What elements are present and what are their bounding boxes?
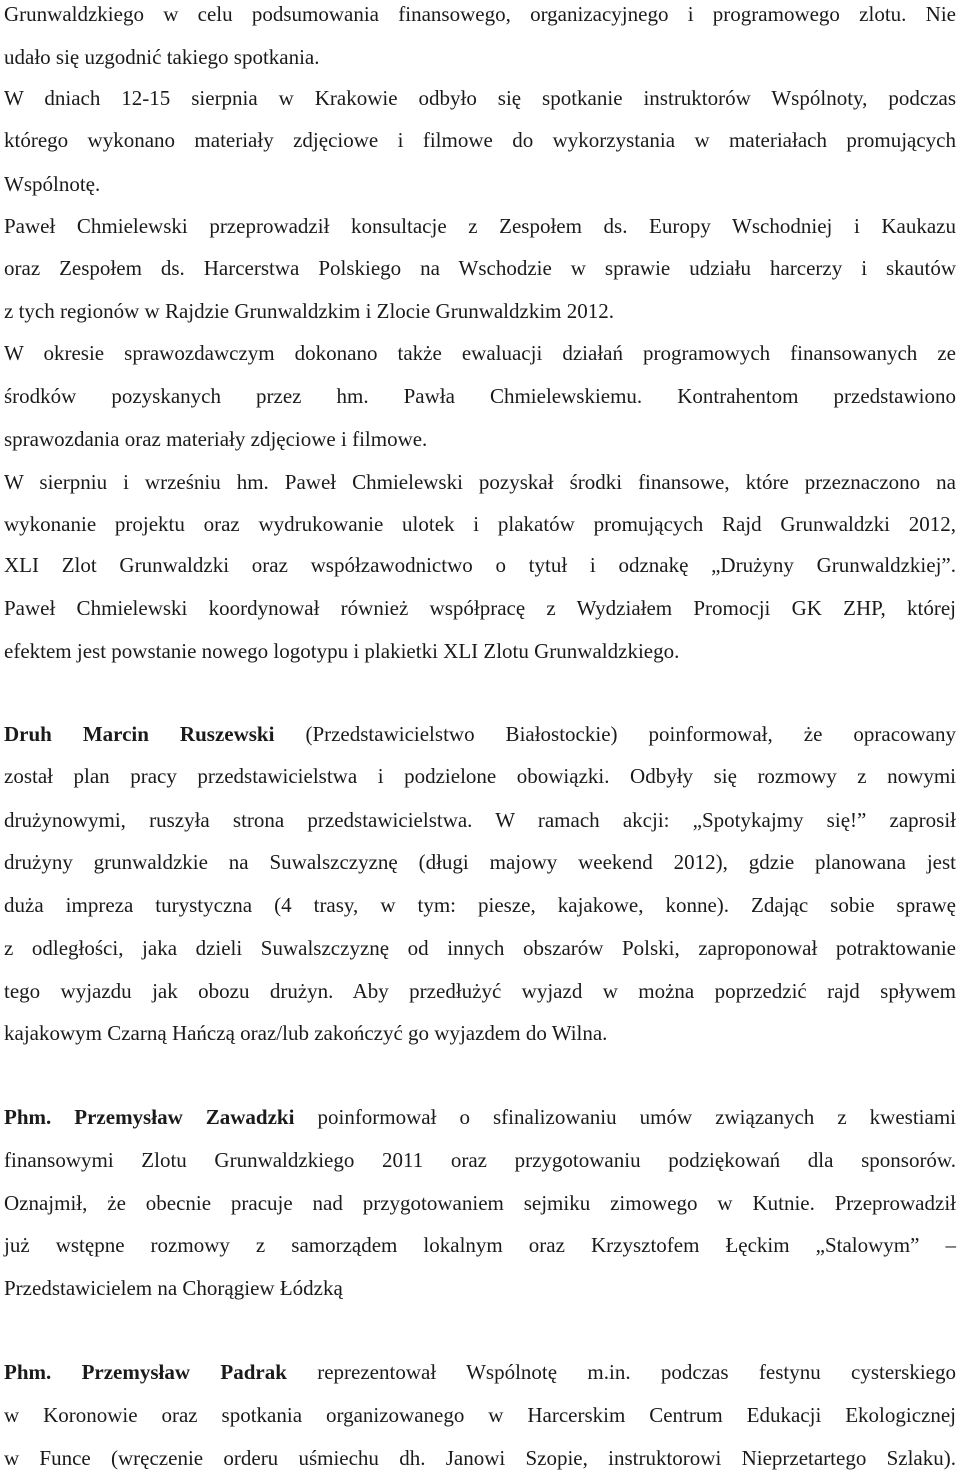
text-line <box>4 1021 956 1045</box>
line-text: Paweł Chmielewski koordynował również współpracę z Wydziałem Promocji GK ZHP, której <box>4 596 956 620</box>
line-text: Przedstawicielem na Chorągiew Łódzką <box>4 1276 343 1300</box>
text-line <box>4 214 956 238</box>
text-line <box>4 512 956 536</box>
text-line <box>4 893 956 917</box>
line-text: tego wyjazdu jak obozu drużyn. Aby przedłużyć wyjazd w można poprzedzić rajd spływem <box>4 979 956 1003</box>
line-text: W okresie sprawozdawczym dokonano także ewaluacji działań programowych finansowanych ze <box>4 341 956 365</box>
line-text: w Funce (wręczenie orderu uśmiechu dh. Janowi Szopie, instruktorowi Nieprzetartego Szlaku). <box>4 1446 956 1470</box>
line-text: którego wykonano materiały zdjęciowe i filmowe do wykorzystania w materiałach promujących <box>4 128 956 152</box>
line-text: z tych regionów w Rajdzie Grunwaldzkim i Zlocie Grunwaldzkim 2012. <box>4 299 615 323</box>
text-line <box>4 1360 956 1384</box>
text-line <box>4 1105 956 1129</box>
line-text: duża impreza turystyczna (4 trasy, w tym: piesze, kajakowe, konne). Zdając sobie sprawę <box>4 893 956 917</box>
text-line <box>4 384 956 408</box>
line-text: finansowymi Zlotu Grunwaldzkiego 2011 oraz przygotowaniu podziękowań dla sponsorów. <box>4 1148 956 1172</box>
text-line <box>4 979 956 1003</box>
speaker-name: Druh Marcin Ruszewski <box>4 722 275 746</box>
line-text: został plan pracy przedstawicielstwa i podzielone obowiązki. Odbyły się rozmowy z nowymi <box>4 764 956 788</box>
text-line <box>4 764 956 788</box>
speaker-name: Phm. Przemysław Zawadzki <box>4 1105 295 1129</box>
text-line <box>4 1191 956 1215</box>
text-line <box>4 808 956 832</box>
text-line <box>4 639 956 663</box>
line-text: Paweł Chmielewski przeprowadził konsultacje z Zespołem ds. Europy Wschodniej i Kaukazu <box>4 214 956 238</box>
text-line <box>4 427 956 451</box>
line-text: już wstępne rozmowy z samorządem lokalnym oraz Krzysztofem Łęckim „Stalowym” – <box>4 1233 956 1257</box>
line-text: w Koronowie oraz spotkania organizowanego w Harcerskim Centrum Edukacji Ekologicznej <box>4 1403 956 1427</box>
text-line <box>4 341 956 365</box>
text-line <box>4 936 956 960</box>
line-text: sprawozdania oraz materiały zdjęciowe i filmowe. <box>4 427 428 451</box>
text-line <box>4 299 956 323</box>
text-line <box>4 470 956 494</box>
text-line <box>4 86 956 110</box>
text-line <box>4 1148 956 1172</box>
text-line <box>4 1233 956 1257</box>
line-text: drużyny grunwaldzkie na Suwalszczyznę (długi majowy weekend 2012), gdzie planowana jest <box>4 850 956 874</box>
text-line <box>4 128 956 152</box>
text-line <box>4 850 956 874</box>
text-line <box>4 596 956 620</box>
speaker-name: Phm. Przemysław Padrak <box>4 1360 287 1384</box>
line-text: reprezentował Wspólnotę m.in. podczas festynu cysterskiego <box>286 1360 957 1384</box>
line-text: poinformował o sfinalizowaniu umów związanych z kwestiami <box>294 1105 956 1129</box>
line-text: Wspólnotę. <box>4 172 101 196</box>
line-text: oraz Zespołem ds. Harcerstwa Polskiego na Wschodzie w sprawie udziału harcerzy i skautów <box>4 256 956 280</box>
text-line <box>4 722 956 746</box>
line-text: z odległości, jaka dzieli Suwalszczyznę od innych obszarów Polski, zaproponował potraktowanie <box>4 936 956 960</box>
text-line <box>4 45 956 69</box>
line-text: W sierpniu i wrześniu hm. Paweł Chmielewski pozyskał środki finansowe, które przeznaczono na <box>4 470 956 494</box>
text-line <box>4 2 956 26</box>
text-line <box>4 256 956 280</box>
text-line <box>4 553 956 577</box>
line-text: udało się uzgodnić takiego spotkania. <box>4 45 320 69</box>
line-text: (Przedstawicielstwo Białostockie) poinformował, że opracowany <box>274 722 956 746</box>
line-text: drużynowymi, ruszyła strona przedstawicielstwa. W ramach akcji: „Spotykajmy się!” zaprosił <box>4 808 956 832</box>
line-text: wykonanie projektu oraz wydrukowanie ulotek i plakatów promujących Rajd Grunwaldzki 2012, <box>4 512 956 536</box>
line-text: W dniach 12-15 sierpnia w Krakowie odbyło się spotkanie instruktorów Wspólnoty, podczas <box>4 86 956 110</box>
line-text: efektem jest powstanie nowego logotypu i plakietki XLI Zlotu Grunwaldzkiego. <box>4 639 680 663</box>
line-text: XLI Zlot Grunwaldzki oraz współzawodnictwo o tytuł i odznakę „Drużyny Grunwaldzkiej”. <box>4 553 956 577</box>
line-text: Oznajmił, że obecnie pracuje nad przygotowaniem sejmiku zimowego w Kutnie. Przeprowadził <box>4 1191 956 1215</box>
text-line <box>4 1276 956 1300</box>
text-line <box>4 172 956 196</box>
line-text: kajakowym Czarną Hańczą oraz/lub zakończyć go wyjazdem do Wilna. <box>4 1021 608 1045</box>
text-line <box>4 1446 956 1470</box>
line-text: Grunwaldzkiego w celu podsumowania finansowego, organizacyjnego i programowego zlotu. Nie <box>4 2 956 26</box>
text-line <box>4 1403 956 1427</box>
line-text: środków pozyskanych przez hm. Pawła Chmielewskiemu. Kontrahentom przedstawiono <box>4 384 956 408</box>
